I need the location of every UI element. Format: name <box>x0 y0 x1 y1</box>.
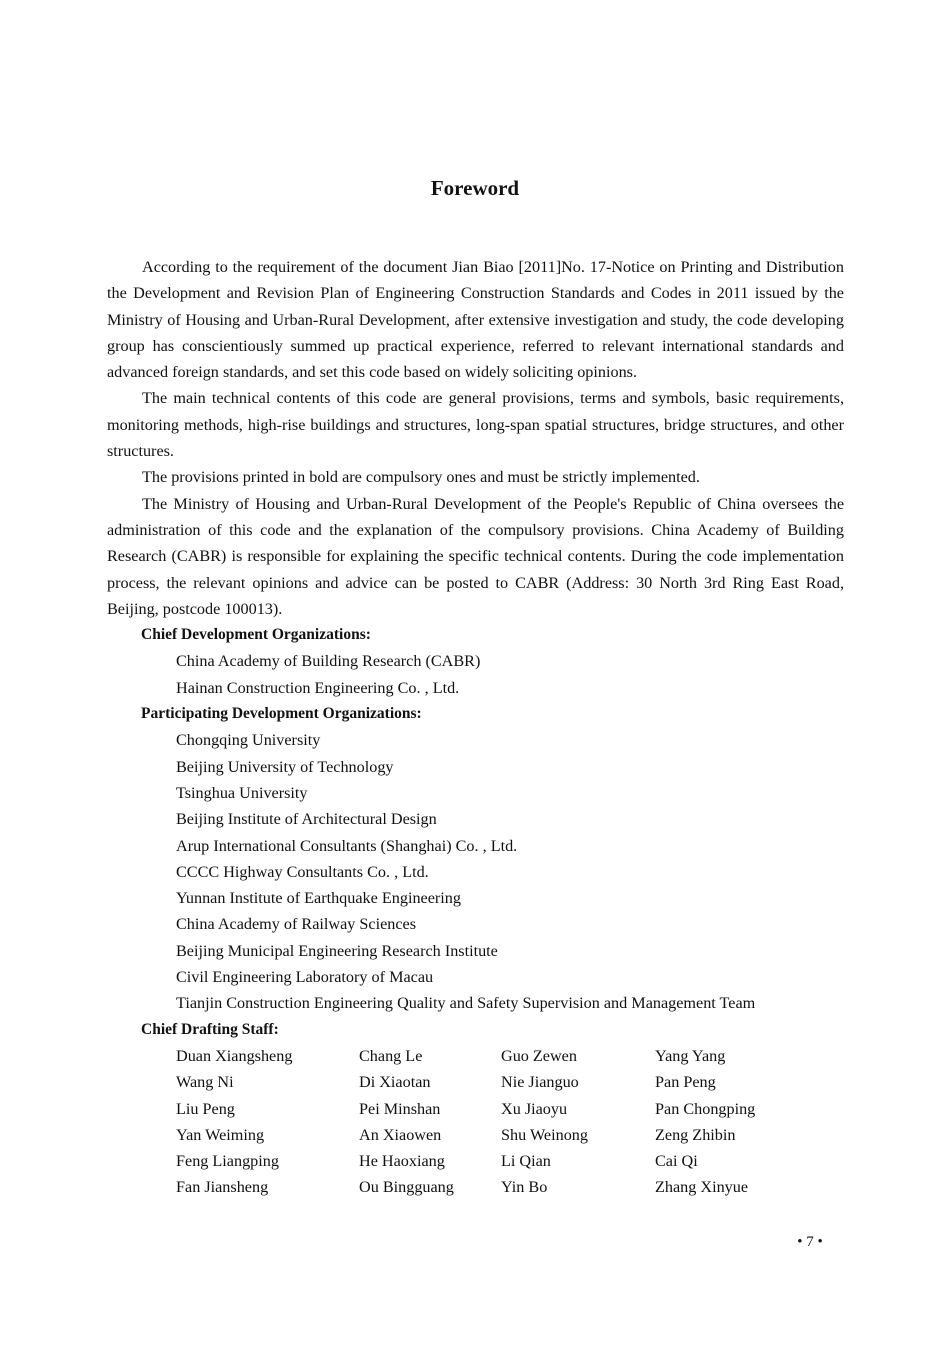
list-item: CCCC Highway Consultants Co. , Ltd. <box>176 862 429 881</box>
list-item: Beijing Municipal Engineering Research Institute <box>176 941 498 960</box>
page-title: Foreword <box>430 176 520 200</box>
participating-development-heading: Participating Development Organizations: <box>141 705 422 723</box>
page-number: • 7 • <box>797 1234 823 1250</box>
paragraph: The main technical contents of this code are general provisions, terms and symbols, basic requirements, monitoring methods, high-rise buildings and structures, long-span spatial structures, bridge structures, and other structures. <box>107 389 844 461</box>
staff-name: Duan Xiangsheng <box>176 1046 293 1065</box>
staff-name: An Xiaowen <box>359 1125 442 1144</box>
staff-name: Chang Le <box>359 1046 423 1065</box>
list-item: Chongqing University <box>176 731 321 750</box>
staff-name: Pan Chongping <box>655 1099 756 1118</box>
list-item: Beijing Institute of Architectural Design <box>176 810 437 829</box>
staff-name: Yin Bo <box>501 1178 548 1197</box>
chief-drafting-heading: Chief Drafting Staff: <box>141 1020 279 1038</box>
list-item: China Academy of Building Research (CABR) <box>176 652 481 671</box>
list-item: Arup International Consultants (Shanghai) Co. , Ltd. <box>176 836 518 855</box>
list-item: Tianjin Construction Engineering Quality and Safety Supervision and Management Team <box>176 994 756 1013</box>
staff-name: Zhang Xinyue <box>655 1178 749 1197</box>
staff-name: Liu Peng <box>176 1099 235 1118</box>
list-item: Hainan Construction Engineering Co. , Ltd. <box>176 678 460 697</box>
staff-name: Yang Yang <box>655 1046 726 1065</box>
staff-name: Di Xiaotan <box>359 1073 431 1092</box>
staff-name: Cai Qi <box>655 1152 698 1171</box>
foreword-body <box>107 254 844 1201</box>
participating-development-list <box>107 727 844 1016</box>
staff-name: Guo Zewen <box>501 1046 577 1065</box>
staff-name: Fan Jiansheng <box>176 1178 269 1197</box>
staff-name: Feng Liangping <box>176 1152 279 1171</box>
staff-name: Xu Jiaoyu <box>501 1099 568 1118</box>
chief-development-list <box>107 648 844 701</box>
staff-name: Pan Peng <box>655 1073 716 1092</box>
paragraph: The provisions printed in bold are compulsory ones and must be strictly implemented. <box>142 468 700 487</box>
staff-name-grid <box>107 1043 844 1201</box>
staff-name: Shu Weinong <box>501 1125 588 1144</box>
list-item: Yunnan Institute of Earthquake Engineering <box>176 889 461 908</box>
staff-name: Yan Weiming <box>176 1125 265 1144</box>
staff-name: Nie Jianguo <box>501 1073 579 1092</box>
list-item: Civil Engineering Laboratory of Macau <box>176 968 434 987</box>
list-item: Tsinghua University <box>176 783 308 802</box>
chief-development-heading: Chief Development Organizations: <box>141 626 371 644</box>
paragraph: According to the requirement of the document Jian Biao [2011]No. 17-Notice on Printing and Distribution the Development and Revision Plan of Engineering Construction Standards and Codes in 2011 issued by the Ministry of Housing and Urban-Rural Development, after extensive investigation and study, the code developing group has conscientiously summed up practical experience, referred to relevant international standards and advanced foreign standards, and set this code based on widely soliciting opinions. <box>107 258 844 382</box>
staff-name: Pei Minshan <box>359 1099 441 1118</box>
staff-name: Li Qian <box>501 1152 551 1171</box>
staff-name: Wang Ni <box>176 1073 234 1092</box>
staff-name: Ou Bingguang <box>359 1178 454 1197</box>
staff-name: Zeng Zhibin <box>655 1125 736 1144</box>
paragraph: The Ministry of Housing and Urban-Rural Development of the People's Republic of China oversees the administration of this code and the explanation of the compulsory provisions. China Academy of Building Research (CABR) is responsible for explaining the specific technical contents. During the code implementation process, the relevant opinions and advice can be posted to CABR (Address: 30 North 3rd Ring East Road, Beijing, postcode 100013). <box>107 494 844 618</box>
list-item: China Academy of Railway Sciences <box>176 915 417 934</box>
list-item: Beijing University of Technology <box>176 757 394 776</box>
staff-name: He Haoxiang <box>359 1152 445 1171</box>
